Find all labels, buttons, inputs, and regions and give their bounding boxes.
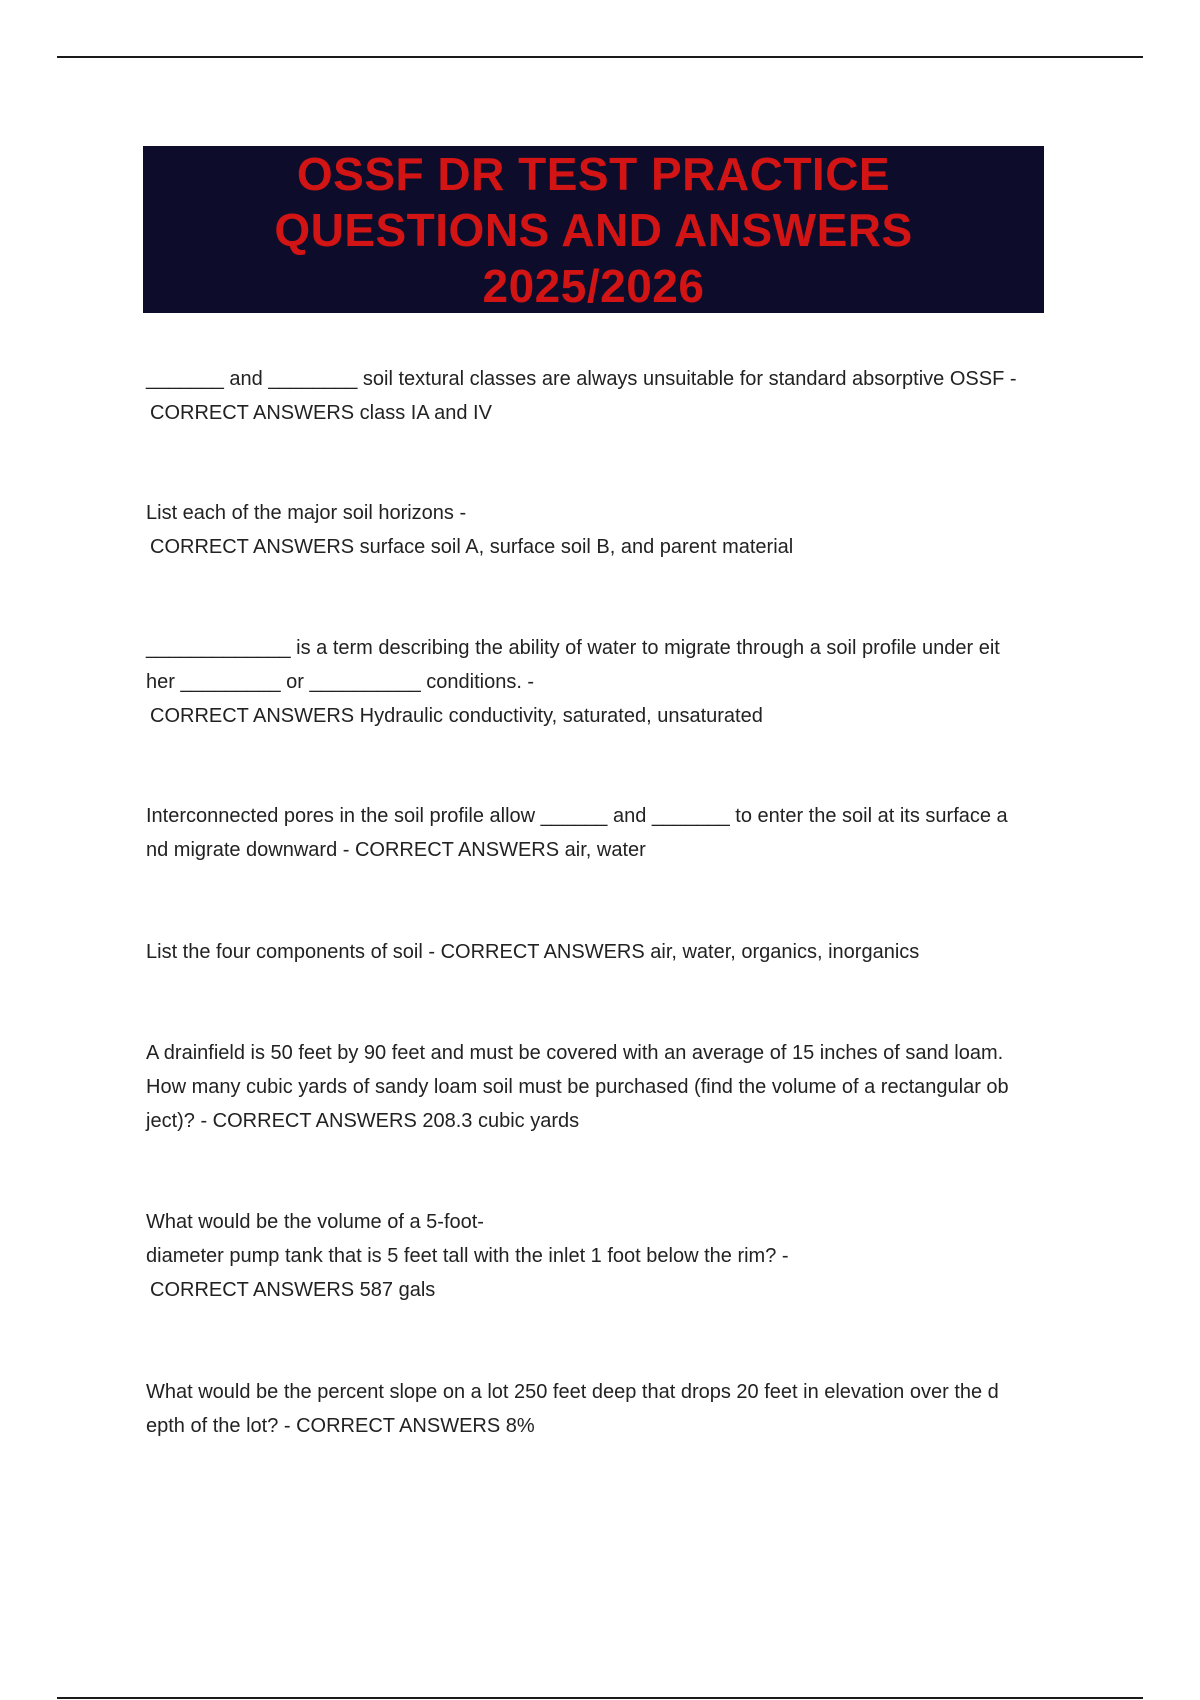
top-rule (57, 56, 1143, 58)
question-answer-line: List the four components of soil - CORRECT ANSWERS air, water, organics, inorganics (146, 941, 920, 963)
title-line: 2025/2026 (482, 259, 705, 312)
question-answer-line: epth of the lot? - CORRECT ANSWERS 8% (146, 1415, 535, 1437)
question-line: Interconnected pores in the soil profile allow ______ and _______ to enter the soil at its surface a (146, 805, 1008, 827)
qa-item (146, 631, 1000, 733)
question-line: List each of the major soil horizons - (146, 502, 467, 524)
question-line: _____________ is a term describing the ability of water to migrate through a soil profile under eit (146, 637, 1000, 659)
title-line: OSSF DR TEST PRACTICE (296, 147, 891, 200)
question-line: What would be the volume of a 5-foot- (146, 1211, 484, 1233)
qa-item (146, 362, 1017, 430)
qa-item (146, 935, 919, 969)
answer-line: CORRECT ANSWERS 587 gals (150, 1279, 436, 1301)
title-banner (143, 146, 1044, 313)
answer-line: CORRECT ANSWERS Hydraulic conductivity, saturated, unsaturated (150, 705, 763, 727)
bottom-rule (57, 1697, 1143, 1699)
question-line: What would be the percent slope on a lot 250 feet deep that drops 20 feet in elevation over the d (146, 1381, 999, 1403)
qa-item (146, 1375, 999, 1443)
title-line: QUESTIONS AND ANSWERS (274, 203, 913, 256)
qa-item (146, 496, 793, 564)
question-line: diameter pump tank that is 5 feet tall with the inlet 1 foot below the rim? - (146, 1245, 789, 1267)
question-line: _______ and ________ soil textural classes are always unsuitable for standard absorptive OSSF - (146, 368, 1017, 390)
qa-item (146, 1036, 1009, 1138)
answer-line: CORRECT ANSWERS class IA and IV (150, 402, 492, 424)
qa-item (146, 799, 1008, 867)
qa-item (146, 1205, 789, 1307)
question-line: How many cubic yards of sandy loam soil must be purchased (find the volume of a rectangular ob (146, 1076, 1009, 1098)
question-answer-line: nd migrate downward - CORRECT ANSWERS air, water (146, 839, 646, 861)
question-line: her _________ or __________ conditions. - (146, 671, 535, 693)
question-line: A drainfield is 50 feet by 90 feet and must be covered with an average of 15 inches of sand loam. (146, 1042, 1004, 1064)
question-answer-line: ject)? - CORRECT ANSWERS 208.3 cubic yards (146, 1110, 580, 1132)
answer-line: CORRECT ANSWERS surface soil A, surface soil B, and parent material (150, 536, 794, 558)
